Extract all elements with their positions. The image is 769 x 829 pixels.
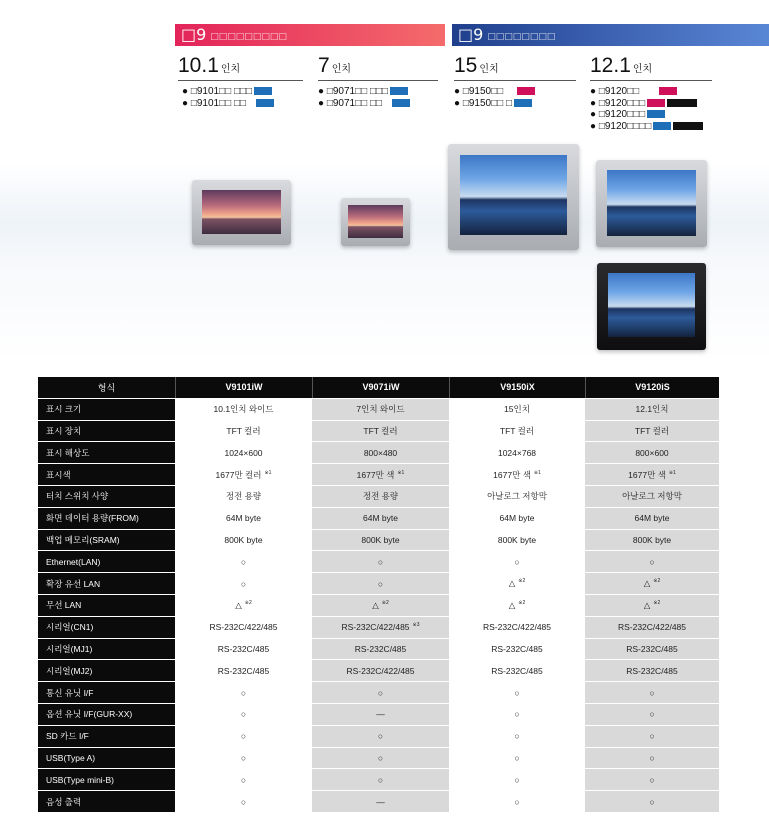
- spec-value: ○: [240, 731, 247, 742]
- spec-row-label: 표시 장치: [38, 421, 175, 442]
- option-tag: [392, 99, 410, 107]
- table-row: [38, 464, 719, 485]
- model-text: ● □9120□□□□: [590, 120, 652, 132]
- option-tag: [647, 110, 665, 118]
- spec-value: ○: [649, 709, 655, 720]
- spec-value: RS-232C/422/485: [346, 665, 415, 676]
- spec-cell: [449, 399, 585, 420]
- spec-cell: [175, 704, 312, 725]
- spec-cell: [585, 704, 719, 725]
- spec-cell: [312, 595, 449, 616]
- spec-cell: [585, 617, 719, 638]
- model-line: [318, 98, 410, 110]
- spec-cell: [585, 639, 719, 660]
- option-tag: [647, 99, 665, 107]
- spec-header-label: 형식: [38, 377, 175, 398]
- spec-value: 64M byte: [363, 513, 398, 524]
- spec-cell: [312, 660, 449, 681]
- spec-cell: [175, 464, 312, 485]
- table-row: [38, 421, 719, 442]
- table-row: [38, 399, 719, 420]
- spec-row-label: 표시색: [38, 464, 175, 485]
- device-image-10inch: [192, 180, 291, 245]
- spec-cell: [312, 421, 449, 442]
- spec-cell: [312, 551, 449, 572]
- spec-cell: [449, 508, 585, 529]
- spec-cell: [449, 573, 585, 594]
- device-screen: [202, 190, 281, 234]
- size-heading-15: [454, 54, 499, 78]
- product-hero: [0, 0, 769, 360]
- spec-row-label: Ethernet(LAN): [38, 551, 175, 572]
- spec-cell: [312, 464, 449, 485]
- spec-value: 64M byte: [226, 513, 261, 524]
- table-row: [38, 769, 719, 790]
- model-line: [590, 86, 703, 98]
- spec-value: 정전 용량: [225, 491, 262, 502]
- spec-cell: [449, 421, 585, 442]
- model-header: V9071iW: [312, 377, 449, 398]
- spec-cell: [175, 551, 312, 572]
- table-row: [38, 704, 719, 725]
- spec-value: ○: [514, 709, 520, 720]
- spec-row-label: SD 카드 I/F: [38, 726, 175, 747]
- spec-value: 800K byte: [497, 534, 537, 545]
- spec-value: ○: [514, 687, 520, 698]
- spec-value: RS-232C/422/485: [482, 622, 552, 633]
- spec-cell: [585, 748, 719, 769]
- spec-cell: [449, 726, 585, 747]
- footnote-mark: ※2: [653, 578, 661, 585]
- spec-row-label: 무선 LAN: [38, 595, 175, 616]
- spec-cell: [585, 595, 719, 616]
- spec-value: 1677만 색: [356, 469, 395, 480]
- spec-value: ○: [377, 731, 384, 742]
- footnote-mark: ※2: [244, 599, 252, 606]
- spec-value: TFT 컬러: [634, 425, 670, 436]
- spec-cell: [585, 682, 719, 703]
- size-number: 10.1: [178, 54, 219, 77]
- spec-cell: [312, 748, 449, 769]
- table-row: [38, 530, 719, 551]
- spec-value: RS-232C/485: [491, 665, 543, 676]
- spec-value: ○: [649, 731, 655, 742]
- spec-cell: [175, 573, 312, 594]
- spec-cell: [175, 442, 312, 463]
- spec-value: ○: [377, 556, 384, 567]
- spec-cell: [175, 769, 312, 790]
- model-text: ● □9120□□□: [590, 97, 646, 109]
- spec-value: 1677만 색: [628, 469, 666, 480]
- spec-row-label: 시리얼(MJ2): [38, 660, 175, 681]
- spec-value: ○: [377, 752, 384, 763]
- spec-value: 64M byte: [499, 513, 535, 524]
- spec-cell: [449, 595, 585, 616]
- spec-value: 정전 용량: [362, 491, 399, 502]
- spec-row-label: 음성 출력: [38, 791, 175, 812]
- table-row: [38, 748, 719, 769]
- spec-value: △: [643, 599, 651, 610]
- series-band-red-sub: □□□□□□□□□: [210, 32, 287, 42]
- spec-value: RS-232C/422/485: [617, 622, 687, 633]
- size-unit: 인치: [479, 64, 499, 75]
- option-tag: [517, 87, 535, 95]
- device-screen: [607, 170, 696, 236]
- spec-cell: [585, 573, 719, 594]
- spec-value: TFT 컬러: [363, 425, 398, 436]
- spec-cell: [312, 486, 449, 507]
- spec-value: 800K byte: [361, 534, 400, 545]
- spec-value: ○: [514, 731, 520, 742]
- spec-value: △: [508, 599, 516, 610]
- spec-value: 1677만 색: [493, 469, 531, 480]
- spec-value: ○: [377, 578, 384, 589]
- model-line: [590, 98, 703, 110]
- model-list-15: [454, 86, 535, 109]
- series-band-blue-title: □9: [458, 25, 484, 44]
- spec-row-label: 옵션 유닛 I/F(GUR-XX): [38, 704, 175, 725]
- spec-row-label: 통신 유닛 I/F: [38, 682, 175, 703]
- spec-cell: [449, 639, 585, 660]
- spec-row-label: 터치 스위치 사양: [38, 486, 175, 507]
- spec-cell: [585, 726, 719, 747]
- spec-cell: [175, 617, 312, 638]
- model-line: [454, 98, 535, 110]
- spec-value: ○: [514, 556, 520, 567]
- model-line: [454, 86, 535, 98]
- spec-table: [38, 376, 719, 813]
- spec-cell: [585, 791, 719, 812]
- footnote-mark: ※1: [397, 469, 405, 476]
- spec-value: △: [643, 578, 651, 589]
- table-row: [38, 508, 719, 529]
- spec-cell: [449, 486, 585, 507]
- table-row: [38, 595, 719, 616]
- spec-cell: [175, 421, 312, 442]
- series-band-red: [175, 24, 445, 46]
- spec-value: RS-232C/422/485: [341, 622, 410, 633]
- device-screen: [348, 205, 403, 238]
- spec-value: ○: [514, 774, 520, 785]
- spec-cell: [175, 726, 312, 747]
- table-row: [38, 617, 719, 638]
- spec-value: 800K byte: [224, 534, 263, 545]
- spec-value: ○: [377, 687, 384, 698]
- spec-value: 800×600: [635, 447, 669, 458]
- footnote-mark: ※3: [412, 622, 420, 629]
- spec-cell: [585, 660, 719, 681]
- spec-cell: [449, 442, 585, 463]
- size-number: 15: [454, 54, 478, 77]
- spec-cell: [585, 769, 719, 790]
- spec-value: ○: [240, 752, 247, 763]
- spec-row-label: USB(Type mini-B): [38, 769, 175, 790]
- spec-cell: [175, 530, 312, 551]
- device-image-15inch: [448, 144, 579, 250]
- option-tag: [673, 122, 703, 130]
- device-image-12inch-silver: [596, 160, 707, 247]
- table-row: [38, 551, 719, 572]
- device-image-12inch-black: [597, 263, 706, 350]
- device-image-7inch: [341, 198, 410, 246]
- spec-row-label: 화면 데이터 용량(FROM): [38, 508, 175, 529]
- spec-cell: [585, 530, 719, 551]
- spec-value: ○: [649, 774, 655, 785]
- spec-cell: [312, 573, 449, 594]
- spec-cell: [449, 748, 585, 769]
- spec-value: 1024×600: [224, 447, 263, 458]
- spec-value: 1024×768: [497, 447, 537, 458]
- size-unit: 인치: [331, 64, 352, 75]
- spec-cell: [312, 639, 449, 660]
- spec-value: ○: [649, 556, 655, 567]
- spec-row-label: 시리얼(CN1): [38, 617, 175, 638]
- spec-value: ○: [240, 687, 247, 698]
- option-tag: [390, 87, 408, 95]
- size-number: 7: [318, 54, 330, 77]
- spec-cell: [312, 682, 449, 703]
- spec-cell: [175, 508, 312, 529]
- size-heading-12: [590, 54, 652, 78]
- model-text: ● □9120□□: [590, 86, 640, 97]
- table-row: [38, 639, 719, 660]
- size-number: 12.1: [590, 54, 631, 77]
- footnote-mark: ※2: [518, 578, 526, 585]
- table-row: [38, 726, 719, 747]
- model-line: [590, 109, 703, 121]
- spec-cell: [449, 769, 585, 790]
- table-row: [38, 442, 719, 463]
- spec-cell: [175, 660, 312, 681]
- model-list-10: [182, 86, 274, 109]
- spec-cell: [449, 530, 585, 551]
- spec-value: RS-232C/485: [491, 643, 543, 654]
- spec-cell: [312, 726, 449, 747]
- spec-cell: [312, 769, 449, 790]
- spec-cell: [312, 617, 449, 638]
- spec-value: —: [376, 709, 385, 720]
- table-row: [38, 682, 719, 703]
- spec-row-label: 표시 크기: [38, 399, 175, 420]
- spec-value: △: [508, 578, 516, 589]
- series-band-blue-sub: □□□□□□□□: [487, 32, 556, 42]
- table-row: [38, 791, 719, 812]
- spec-cell: [585, 442, 719, 463]
- model-text: ● □9071□□ □□□: [318, 86, 389, 97]
- size-rule: [318, 80, 438, 81]
- spec-cell: [585, 486, 719, 507]
- option-tag: [256, 99, 274, 107]
- spec-value: ○: [240, 556, 247, 567]
- spec-cell: [175, 595, 312, 616]
- model-line: [182, 86, 274, 98]
- spec-value: TFT 컬러: [499, 425, 535, 436]
- spec-value: 7인치 와이드: [356, 404, 405, 415]
- footnote-mark: ※1: [668, 469, 676, 476]
- spec-row-label: 백업 메모리(SRAM): [38, 530, 175, 551]
- spec-value: ○: [514, 796, 520, 807]
- spec-cell: [312, 442, 449, 463]
- spec-cell: [312, 791, 449, 812]
- footnote-mark: ※2: [518, 599, 526, 606]
- spec-value: 1677만 컬러: [215, 469, 262, 480]
- spec-row-label: USB(Type A): [38, 748, 175, 769]
- spec-cell: [312, 508, 449, 529]
- table-row: [38, 573, 719, 594]
- size-heading-10: [178, 54, 240, 78]
- spec-cell: [312, 530, 449, 551]
- spec-cell: [585, 551, 719, 572]
- spec-value: 800×480: [363, 447, 398, 458]
- model-line: [182, 98, 274, 110]
- spec-value: 아날로그 저항막: [487, 491, 547, 502]
- spec-value: ○: [240, 796, 247, 807]
- spec-cell: [449, 682, 585, 703]
- spec-cell: [585, 399, 719, 420]
- spec-value: RS-232C/485: [217, 643, 270, 654]
- spec-value: ○: [240, 578, 247, 589]
- spec-row-label: 시리얼(MJ1): [38, 639, 175, 660]
- table-row: [38, 486, 719, 507]
- footnote-mark: ※2: [653, 599, 661, 606]
- option-tag: [514, 99, 532, 107]
- spec-cell: [175, 682, 312, 703]
- model-text: ● □9101□□ □□: [182, 97, 247, 109]
- spec-cell: [175, 791, 312, 812]
- size-rule: [454, 80, 576, 81]
- spec-cell: [449, 660, 585, 681]
- spec-value: RS-232C/485: [626, 665, 678, 676]
- spec-cell: [449, 551, 585, 572]
- spec-value: RS-232C/422/485: [209, 622, 278, 633]
- model-header: V9101iW: [175, 377, 312, 398]
- spec-value: 10.1인치 와이드: [213, 404, 274, 415]
- spec-cell: [175, 748, 312, 769]
- spec-value: 800K byte: [632, 534, 672, 545]
- spec-value: 아날로그 저항막: [622, 491, 682, 502]
- series-band-red-title: □9: [181, 25, 207, 44]
- spec-value: ○: [514, 752, 520, 763]
- spec-cell: [585, 508, 719, 529]
- spec-cell: [175, 486, 312, 507]
- size-rule: [178, 80, 303, 81]
- size-unit: 인치: [632, 64, 653, 75]
- size-unit: 인치: [220, 64, 241, 75]
- model-list-7: [318, 86, 410, 109]
- model-header: V9150iX: [449, 377, 585, 398]
- spec-value: ○: [240, 774, 247, 785]
- model-list-12: [590, 86, 703, 132]
- spec-value: △: [235, 599, 242, 610]
- model-text: ● □9071□□ □□: [318, 97, 383, 109]
- spec-row-label: 확장 유선 LAN: [38, 573, 175, 594]
- spec-value: ○: [377, 774, 384, 785]
- spec-cell: [175, 639, 312, 660]
- size-rule: [590, 80, 712, 81]
- footnote-mark: ※1: [264, 469, 272, 476]
- size-heading-7: [318, 54, 351, 78]
- spec-value: ○: [649, 796, 655, 807]
- spec-value: RS-232C/485: [217, 665, 270, 676]
- model-text: ● □9150□□: [454, 86, 504, 97]
- device-screen: [608, 273, 695, 337]
- model-text: ● □9101□□ □□□: [182, 86, 253, 97]
- spec-value: RS-232C/485: [354, 643, 407, 654]
- option-tag: [667, 99, 697, 107]
- spec-cell: [585, 464, 719, 485]
- spec-value: △: [372, 599, 379, 610]
- spec-cell: [449, 617, 585, 638]
- spec-value: 15인치: [504, 404, 530, 415]
- device-screen: [460, 155, 567, 235]
- model-line: [590, 121, 703, 133]
- spec-value: —: [376, 796, 385, 807]
- spec-value: TFT 컬러: [226, 425, 261, 436]
- spec-cell: [449, 791, 585, 812]
- model-text: ● □9150□□ □: [454, 97, 513, 109]
- spec-header-row: [38, 377, 719, 398]
- footnote-mark: ※2: [381, 599, 389, 606]
- option-tag: [254, 87, 272, 95]
- spec-value: ○: [649, 752, 655, 763]
- spec-value: ○: [240, 709, 247, 720]
- spec-value: ○: [649, 687, 655, 698]
- spec-cell: [585, 421, 719, 442]
- spec-cell: [312, 399, 449, 420]
- option-tag: [659, 87, 677, 95]
- spec-cell: [449, 704, 585, 725]
- spec-value: 64M byte: [634, 513, 670, 524]
- spec-cell: [312, 704, 449, 725]
- model-text: ● □9120□□□: [590, 109, 646, 120]
- series-band-blue: [452, 24, 769, 46]
- option-tag: [653, 122, 671, 130]
- model-line: [318, 86, 410, 98]
- spec-cell: [449, 464, 585, 485]
- spec-value: 12.1인치: [635, 404, 669, 415]
- spec-value: RS-232C/485: [626, 643, 678, 654]
- model-header: V9120iS: [585, 377, 719, 398]
- spec-row-label: 표시 해상도: [38, 442, 175, 463]
- spec-cell: [175, 399, 312, 420]
- table-row: [38, 660, 719, 681]
- footnote-mark: ※1: [533, 469, 541, 476]
